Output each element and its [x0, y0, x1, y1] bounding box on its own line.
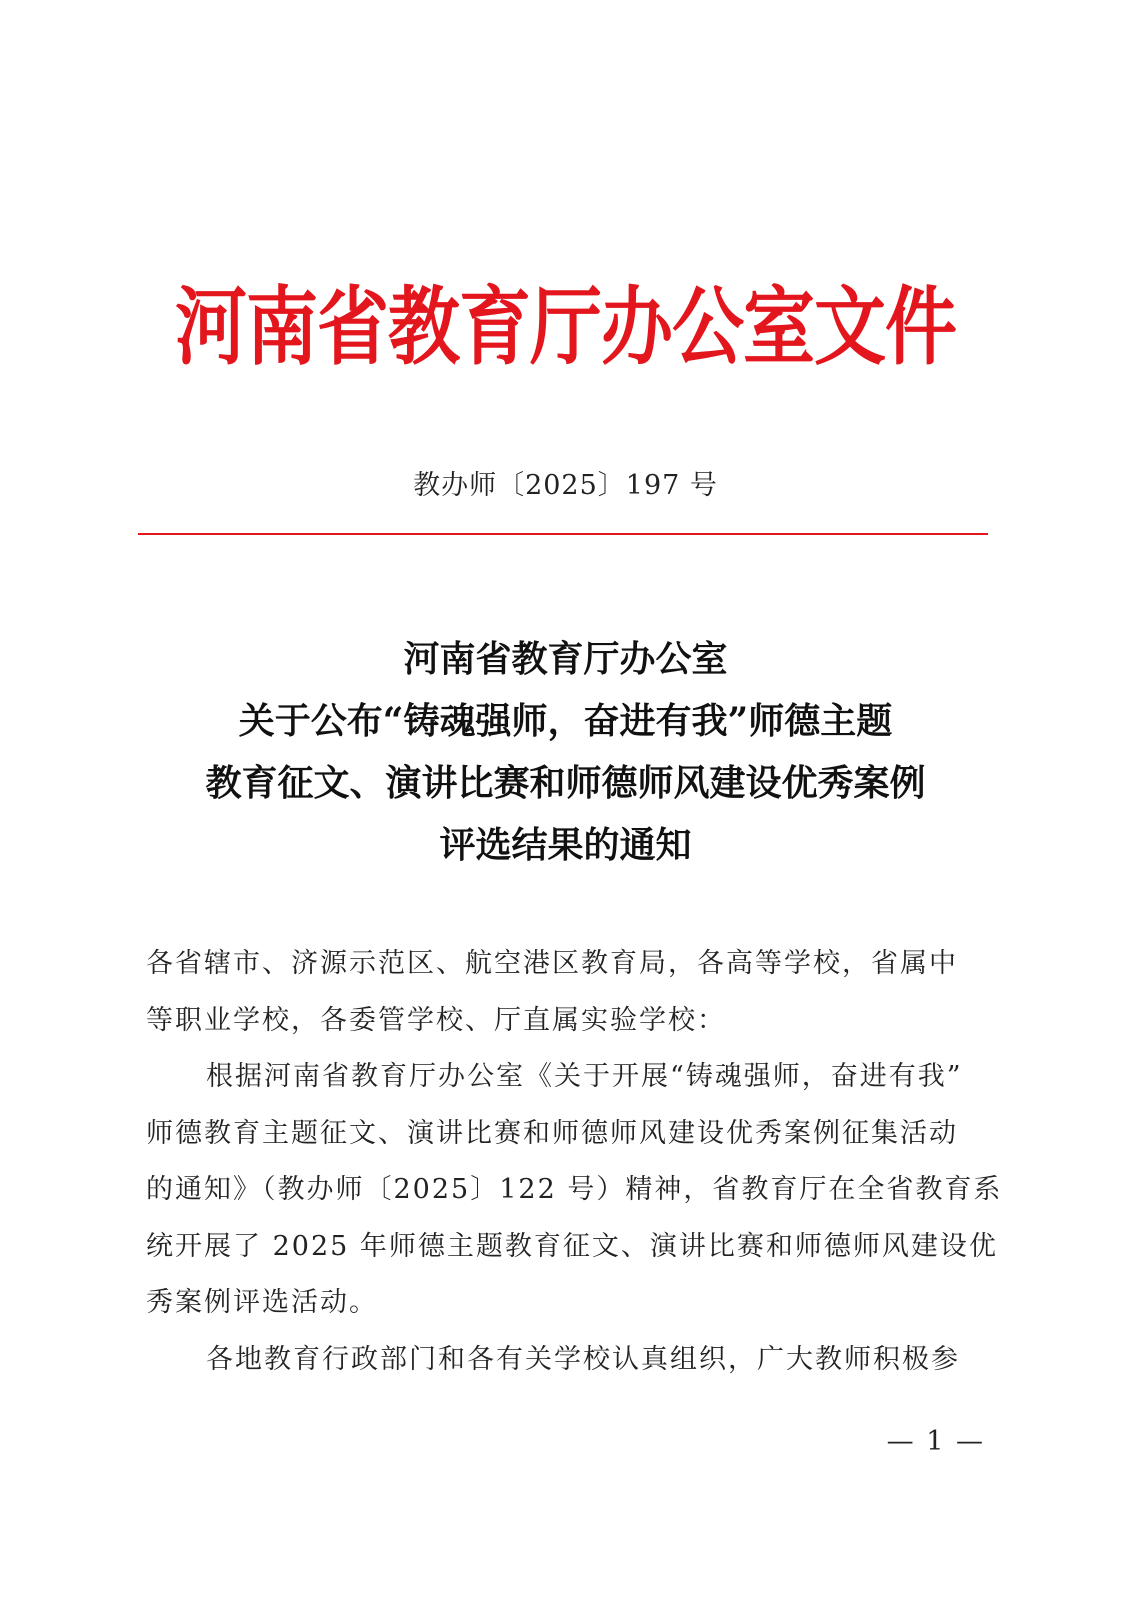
title-line: 教育征文、演讲比赛和师德师风建设优秀案例 [205, 762, 926, 804]
title-line: 河南省教育厅办公室 [403, 638, 728, 680]
page-number: — 1 — [886, 1426, 985, 1457]
red-divider-line [138, 533, 988, 535]
body-line-addressee: 等职业学校，各委管学校、厅直属实验学校： [146, 1004, 726, 1036]
body-line: 统开展了 2025 年师德主题教育征文、演讲比赛和师德师风建设优 [146, 1230, 998, 1262]
title-line: 关于公布“铸魂强师，奋进有我”师德主题 [238, 700, 893, 742]
body-line-addressee: 各省辖市、济源示范区、航空港区教育局，各高等学校，省属中 [146, 948, 958, 979]
notice-body [146, 936, 1006, 1388]
body-line: 师德教育主题征文、演讲比赛和师德师风建设优秀案例征集活动 [146, 1117, 958, 1149]
body-line-paragraph-start: 根据河南省教育厅办公室《关于开展“铸魂强师，奋进有我” [206, 1061, 963, 1092]
document-number: 教办师〔2025〕197 号 [413, 470, 718, 501]
title-line: 评选结果的通知 [439, 824, 692, 866]
masthead-title: 河南省教育厅办公室文件 [174, 276, 956, 377]
body-line: 秀案例评选活动。 [146, 1287, 378, 1318]
notice-title [0, 628, 1131, 876]
body-line-paragraph-start: 各地教育行政部门和各有关学校认真组织，广大教师积极参 [206, 1343, 960, 1375]
body-line: 的通知》（教办师〔2025〕122 号）精神，省教育厅在全省教育系 [146, 1174, 1003, 1205]
